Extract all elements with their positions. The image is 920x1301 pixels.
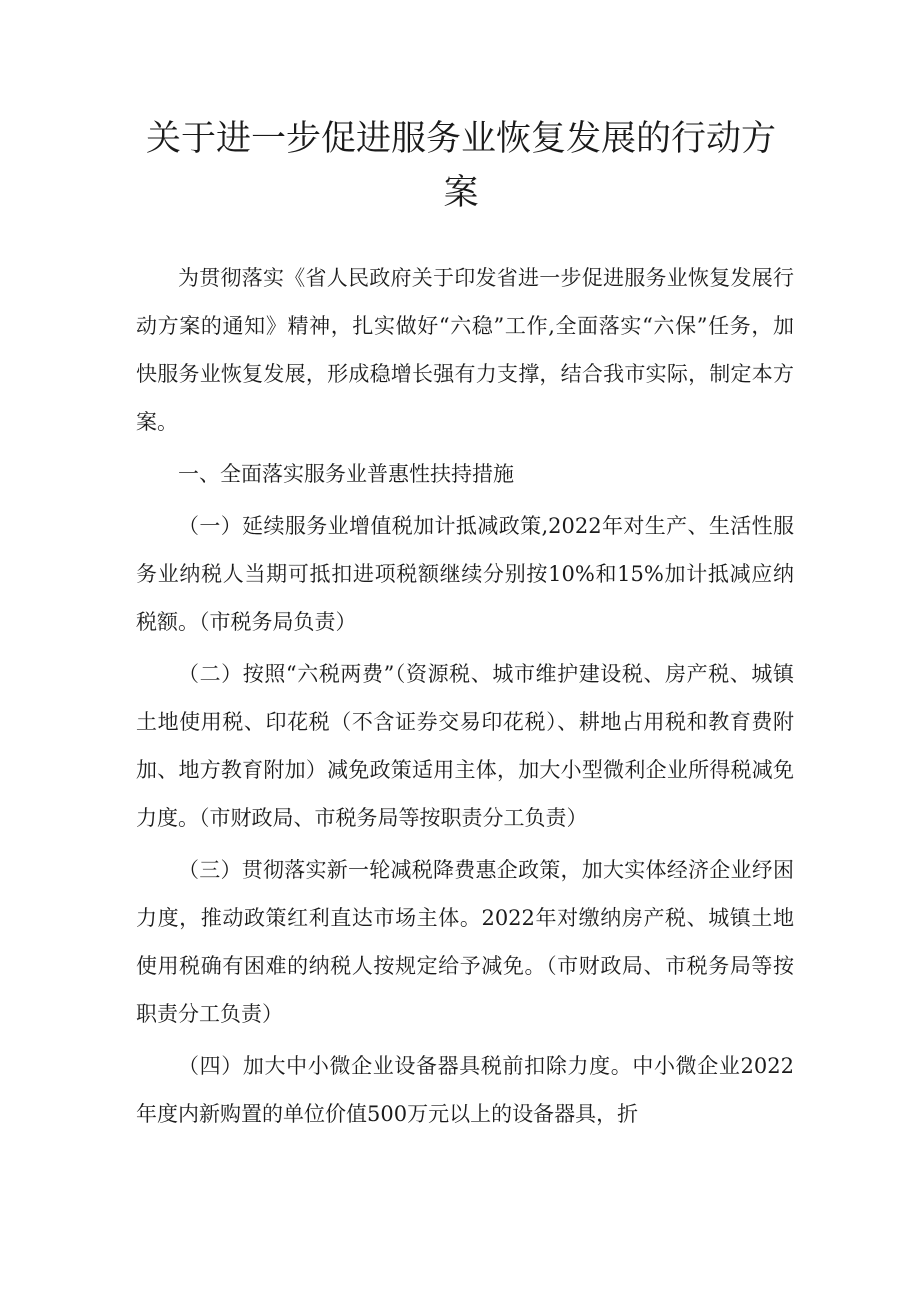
measure-paragraph-4: （四）加大中小微企业设备器具税前扣除力度。中小微企业2022年度内新购置的单位价值500万元以上的设备器具，折 — [136, 1054, 794, 1126]
intro-paragraph: 为贯彻落实《省人民政府关于印发省进一步促进服务业恢复发展行动方案的通知》精神，扎实做好“六稳”工作,全面落实“六保”任务，加快服务业恢复发展，形成稳增长强有力支撑，结合我市实际，制定本方案。 — [136, 266, 794, 434]
document-body — [136, 254, 794, 1138]
measure-paragraph-1: （一）延续服务业增值税加计抵减政策,2022年对生产、生活性服务业纳税人当期可抵扣进项税额继续分别按10%和15%加计抵减应纳税额。（市税务局负责） — [136, 514, 794, 634]
document-title: 关于进一步促进服务业恢复发展的行动方案 — [145, 119, 776, 213]
measure-paragraph-3: （三）贯彻落实新一轮减税降费惠企政策，加大实体经济企业纾困力度，推动政策红利直达市场主体。2022年对缴纳房产税、城镇土地使用税确有困难的纳税人按规定给予减免。（市财政局、市税务局等按职责分工负责） — [136, 858, 794, 1026]
section-heading-1: 一、全面落实服务业普惠性扶持措施 — [178, 462, 514, 486]
measure-paragraph-2: （二）按照“六税两费”（资源税、城市维护建设税、房产税、城镇土地使用税、印花税（不含证券交易印花税）、耕地占用税和教育费附加、地方教育附加）减免政策适用主体，加大小型微利企业所得税减免力度。（市财政局、市税务局等按职责分工负责） — [136, 662, 794, 830]
